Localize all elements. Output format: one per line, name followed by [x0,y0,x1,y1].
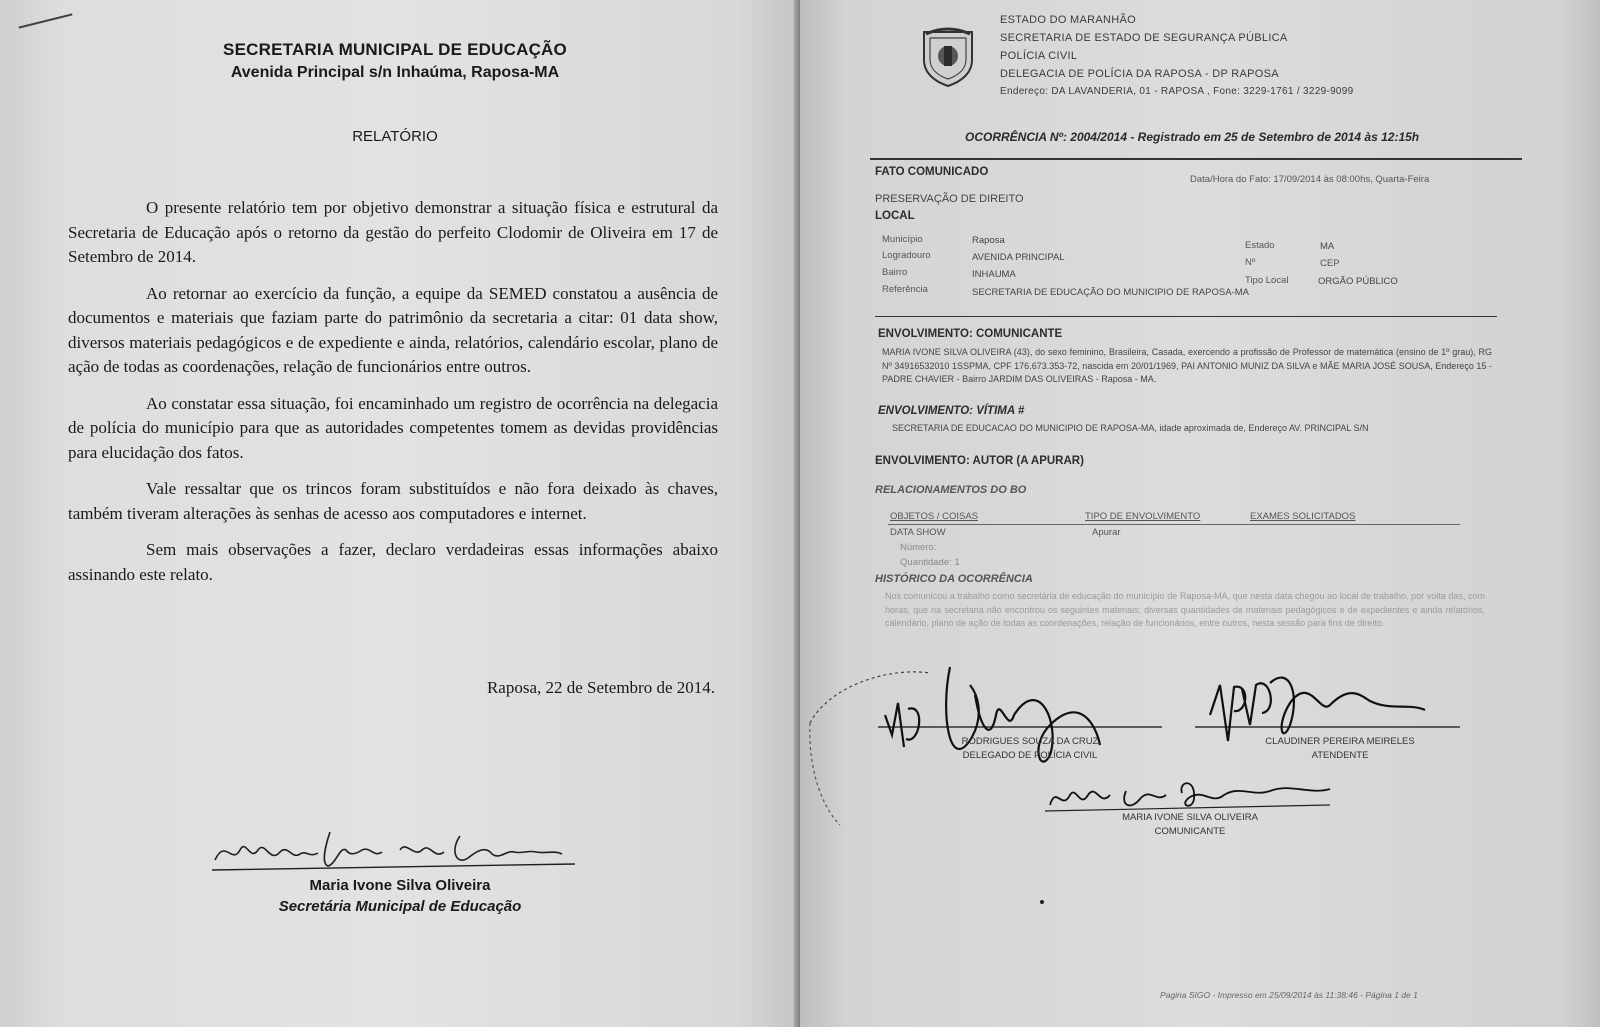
state-line: POLÍCIA CIVIL [1000,50,1078,62]
historico-label: HISTÓRICO DA OCORRÊNCIA [875,573,1033,585]
rel-detail: Número: [900,542,937,553]
cep-label: CEP [1320,258,1340,269]
rel-header-tipo: TIPO DE ENVOLVIMENTO [1085,511,1201,522]
state-line: SECRETARIA DE ESTADO DE SEGURANÇA PÚBLICA [1000,32,1288,44]
sig1-role: DELEGADO DE POLÍCIA CIVIL [962,750,1098,761]
paragraph: Vale ressaltar que os trincos foram substituídos e não fora deixado às chaves, também tiveram alterações às senhas de acesso aos computadores e internet. [68,479,718,523]
vitima-text: SECRETARIA DE EDUCACAO DO MUNICIPIO DE RAPOSA-MA, idade aproximada de, Endereço AV. PRINCIPAL S/N [892,423,1369,433]
logradouro-label: Logradouro [882,250,931,261]
autor-label: ENVOLVIMENTO: AUTOR (A APURAR) [875,455,1084,467]
rel-type: Apurar [1092,527,1121,538]
date-line: Raposa, 22 de Setembro de 2014. [486,678,715,697]
header-line2: Avenida Principal s/n Inhaúma, Raposa-MA [230,64,560,81]
municipio-value: Raposa [972,235,1005,246]
local-label: LOCAL [875,210,915,222]
bairro-value: INHAUMA [972,269,1016,280]
divider [870,158,1522,160]
ink-speck [1040,900,1044,904]
address-line: Endereço: DA LAVANDERIA, 01 - RAPOSA , Fone: 3229-1761 / 3229-9099 [1000,86,1354,97]
comunicante-label: ENVOLVIMENTO: COMUNICANTE [878,328,1063,340]
sig2-role: ATENDENTE [1311,750,1369,761]
referencia-value: SECRETARIA DE EDUCAÇÃO DO MUNICIPIO DE RAPOSA-MA [972,287,1249,298]
sig2-name: CLAUDINER PEREIRA MEIRELES [1265,736,1415,747]
comunicante-sig-role: COMUNICANTE [1154,826,1226,837]
paragraph: Ao retornar ao exercício da função, a equipe da SEMED constatou a ausência de documentos e materiais que faziam parte do patrimônio da secretaria a citar: 01 data show, diversos materiais pedagógicos e de expediente e ainda, relatórios, calendário escolar, plano de ação de todas as coordenações, relação de funcionários entre outros. [68,283,718,376]
municipio-label: Município [882,234,923,245]
handwritten-signature [210,820,580,878]
fato-date: Data/Hora do Fato: 17/09/2014 às 08:00hs, Quarta-Feira [1190,174,1430,185]
estado-label: Estado [1245,240,1275,251]
numero-label: Nº [1245,257,1256,268]
fato-label: FATO COMUNICADO [875,166,989,178]
pen-mark [19,13,73,28]
page-title: RELATÓRIO [352,128,438,145]
paragraph: Sem mais observações a fazer, declaro verdadeiras essas informações abaixo assinando este relato. [68,540,718,584]
referencia-label: Referência [882,284,928,295]
historico-text: Nos comunicou a trabalho como secretária de educação do município de Raposa-MA, que nesta data chegou ao local de trabalho, por volta das, com horas, que na secretaria não encontrou os seguintes materiais: diversas quantidades de materiais pedagógicos e de expedientes e ainda relatórios, calendário, plano de ação de todas as coordenações, relação de funcionários, entre outros, nesta sessão para fins de direito. [885,591,1485,628]
police-seal-icon [918,24,978,88]
tipo-local-label: Tipo Local [1245,275,1289,286]
estado-value: MA [1320,241,1335,252]
bairro-label: Bairro [882,267,908,278]
signatures-area [800,655,1600,855]
sig1-name: RODRIGUES SOUZA DA CRUZ [961,736,1099,747]
paragraph: Ao constatar essa situação, foi encaminhado um registro de ocorrência na delegacia de polícia do município para que as autoridades competentes tomem as devidas providências para elucidação dos fatos. [68,393,718,462]
state-line: ESTADO DO MARANHÃO [1000,14,1136,26]
rel-detail: Quantidade: 1 [900,557,960,568]
report-body [68,196,718,599]
paragraph: O presente relatório tem por objetivo demonstrar a situação física e estrutural da Secretaria de Educação após o retorno da gestão do perfeito Clodomir de Oliveira em 17 de Setembro de 2014. [68,198,718,266]
state-line: DELEGACIA DE POLÍCIA DA RAPOSA - DP RAPOSA [1000,68,1279,80]
comunicante-sig-name: MARIA IVONE SILVA OLIVEIRA [1122,812,1258,823]
vitima-label: ENVOLVIMENTO: VÍTIMA # [878,405,1025,417]
logradouro-value: AVENIDA PRINCIPAL [972,252,1065,263]
divider [875,316,1497,317]
police-report-page [800,0,1600,1027]
relacionamentos-label: RELACIONAMENTOS DO BO [875,484,1027,496]
header-line1: SECRETARIA MUNICIPAL DE EDUCAÇÃO [223,40,567,59]
rel-header-objetos: OBJETOS / COISAS [890,511,978,522]
comunicante-text: MARIA IVONE SILVA OLIVEIRA (43), do sexo feminino, Brasileira, Casada, exercendo a profissão de Professor de matemática (ensino de 1º grau), RG Nº 34916532010 1SSPMA, CPF 176.673.353-72, nascida em 20/01/1969, PAI ANTONIO MUNIZ DA SILVA e MÃE MARIA JOSÉ SOUSA, Endereço 15 - PADRE CHAVIER - Bairro JARDIM DAS OLIVEIRAS - Raposa - MA. [882,347,1492,384]
divider [888,524,1460,525]
occurrence-number: OCORRÊNCIA Nº: 2004/2014 - Registrado em 25 de Setembro de 2014 às 12:15h [965,130,1420,144]
signatory-role: Secretária Municipal de Educação [278,898,522,915]
tipo-local-value: ORGÃO PÚBLICO [1318,276,1398,287]
signatory-name: Maria Ivone Silva Oliveira [309,877,491,894]
page-footer: Pagina SIGO - Impresso em 25/09/2014 às 11:38:46 - Página 1 de 1 [1160,990,1418,1000]
rel-header-exames: EXAMES SOLICITADOS [1250,511,1356,522]
rel-item: DATA SHOW [890,527,946,538]
fato-value: PRESERVAÇÃO DE DIREITO [875,193,1024,205]
